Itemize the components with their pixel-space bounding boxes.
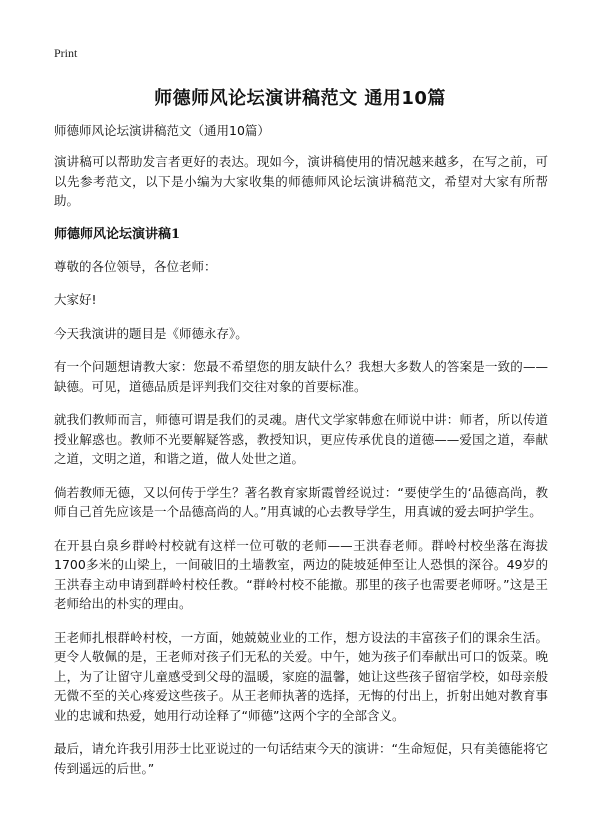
salutation-paragraph: 尊敬的各位领导，各位老师： [54,258,217,274]
body-paragraph: 就我们教师而言，师德可谓是我们的灵魂。唐代文学家韩愈在师说中讲：师者，所以传道授业解惑也。教师不光要解疑答惑，教授知识，更应传承优良的道德——爱国之道，奉献之道，文明之道，和谐之道，做人处世之道。 [54,412,548,466]
document-subtitle: 师德师风论坛演讲稿范文（通用10篇） [54,123,270,138]
print-label: Print [54,46,78,60]
greeting-paragraph: 大家好! [54,292,97,307]
topic-paragraph: 今天我演讲的题目是《师德永存》。 [54,325,248,341]
document-body [54,121,548,792]
section-heading: 师德师风论坛演讲稿1 [54,226,181,242]
intro-paragraph: 演讲稿可以帮助发言者更好的表达。现如今，演讲稿使用的情况越来越多，在写之前，可以先参考范文，以下是小编为大家收集的师德师风论坛演讲稿范文，希望对大家有所帮助。 [54,154,548,208]
closing-paragraph: 最后，请允许我引用莎士比亚说过的一句话结束今天的演讲：“生命短促，只有美德能将它传到遥远的后世。” [54,741,548,776]
body-paragraph: 王老师扎根群岭村校，一方面，她兢兢业业的工作，想方设法的丰富孩子们的课余生活。更令人敬佩的是，王老师对孩子们无私的关爱。中午，她为孩子们奉献出可口的饭菜。晚上，为了让留守儿童感受到父母的温暖，家庭的温馨，她让这些孩子留宿学校，如母亲般无微不至的关心疼爱这些孩子。从王老师执著的选择，无悔的付出上，折射出她对教育事业的忠诚和热爱，她用行动诠释了“师德”这两个字的全部含义。 [54,629,548,723]
body-paragraph: 有一个问题想请教大家：您最不希望您的朋友缺什么？我想大多数人的答案是一致的——缺德。可见，道德品质是评判我们交往对象的首要标准。 [54,359,548,394]
page-title: 师德师风论坛演讲稿范文 通用10篇 [154,88,446,109]
body-paragraph: 在开县白泉乡群岭村校就有这样一位可敬的老师——王洪春老师。群岭村校坐落在海拔1700多米的山梁上，一间破旧的土墙教室，两边的陡坡延伸至让人恐惧的深谷。49岁的王洪春主动申请到群岭村校任教。“群岭村校不能撤。那里的孩子也需要老师呀。”这是王老师给出的朴实的理由。 [54,537,548,611]
body-paragraph: 倘若教师无德，又以何传于学生？著名教育家斯霞曾经说过：“要使学生的‘品德高尚，教师自己首先应该是一个品德高尚的人。”用真诚的心去教导学生，用真诚的爱去呵护学生。 [54,484,548,519]
